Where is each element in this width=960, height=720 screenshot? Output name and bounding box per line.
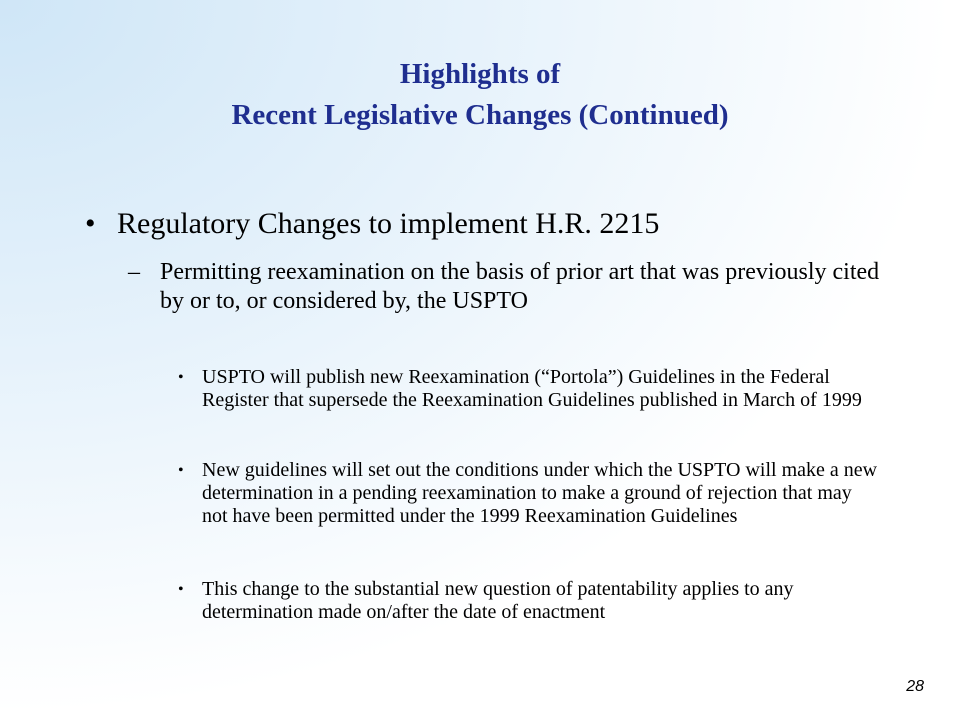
sub-bullet-marker: • [178,369,184,386]
sub-bullet-marker: • [178,581,184,598]
main-bullet-text: Regulatory Changes to implement H.R. 2215 [117,207,660,240]
title-line-1: Highlights of [399,58,561,90]
sub-item-text: Permitting reexamination on the basis of prior art that was previously cited by or to, or considered by, the USPTO [160,259,880,314]
page-number: 28 [906,678,924,695]
title-line-2: Recent Legislative Changes (Continued) [231,99,729,131]
sub-bullet-marker: • [178,462,184,479]
main-bullet [85,206,925,242]
sub-bullet-text: This change to the substantial new question of patentability applies to any determination made on/after the date of enactment [202,578,794,623]
sub-bullet-text: USPTO will publish new Reexamination (“Portola”) Guidelines in the Federal Register that supersede the Reexamination Guidelines published in March of 1999 [202,366,862,411]
sub-bullet-2 [178,459,878,528]
sub-item [128,258,888,316]
sub-bullet-1 [178,366,878,412]
sub-bullet-text: New guidelines will set out the conditions under which the USPTO will make a new determination in a pending reexamination to make a ground of rejection that may not have been permitted under the 1999 Reexamination Guidelines [202,459,878,527]
dash-marker: – [128,259,140,285]
sub-bullet-3 [178,578,878,624]
bullet-marker: • [85,207,96,240]
slide-title [0,54,960,136]
